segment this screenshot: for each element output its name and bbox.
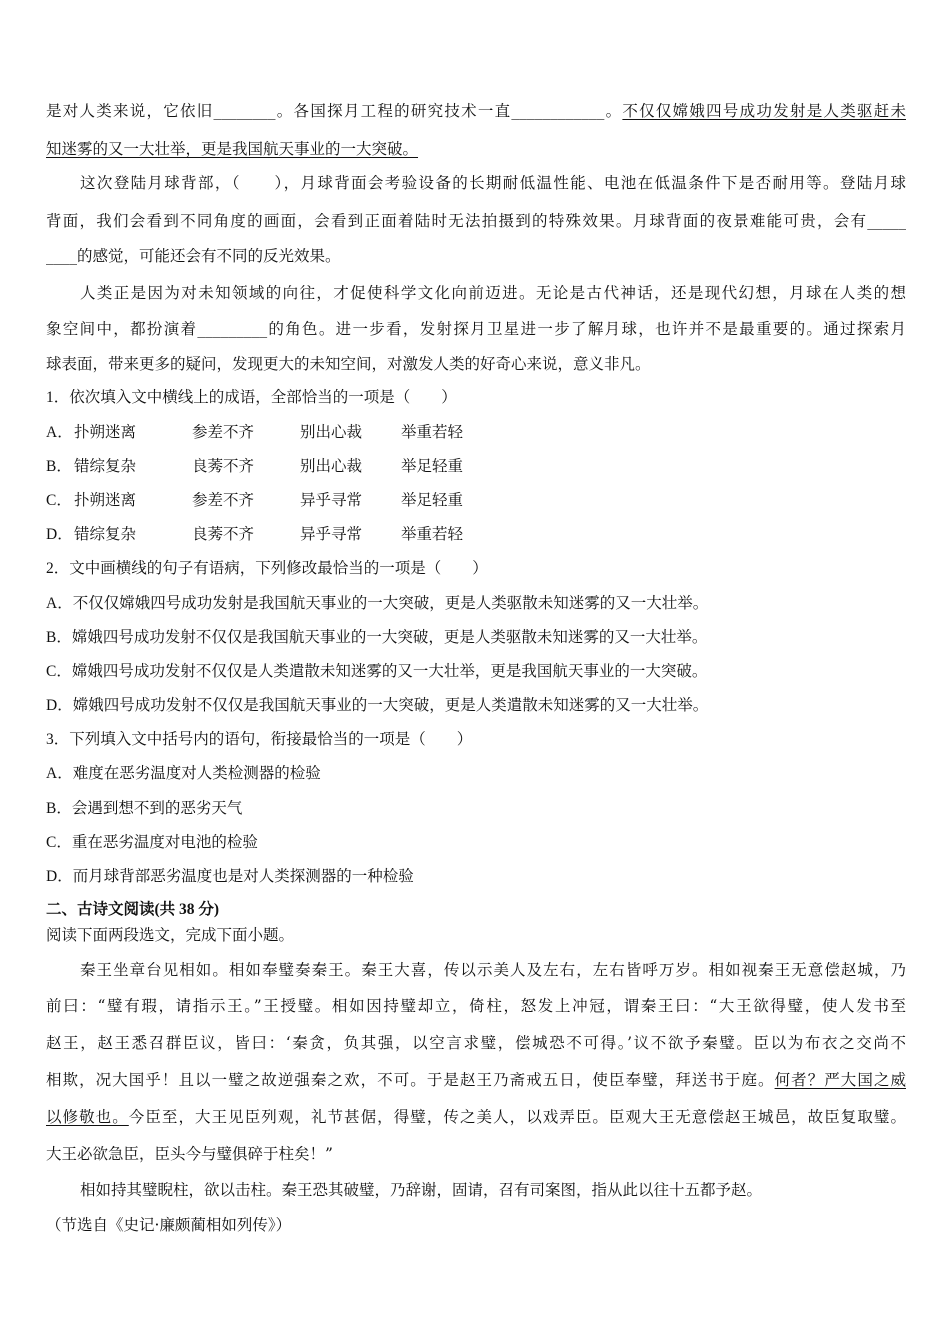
classical-line-6: 大王必欲急臣，臣头今与璧俱碎于柱矣！” (46, 1145, 333, 1163)
section-heading: 二、古诗文阅读(共 38 分) (46, 901, 220, 918)
question-2-stem: 2．文中画横线的句子有语病，下列修改最恰当的一项是（ ） (46, 560, 488, 577)
q1-option-c-word: 参差不齐 (192, 492, 255, 509)
q1-option-d-word: 异乎寻常 (300, 526, 363, 543)
classical-line-1: 秦王坐章台见相如。相如奉璧奏秦王。秦王大喜，传以示美人及左右，左右皆呼万岁。相如视秦王无意偿赵城，乃 (80, 961, 906, 979)
classical-text: 相欺，况大国乎！且以一璧之故逆强秦之欢，不可。于是赵王乃斋戒五日，使臣奉璧，拜送书于庭。 (46, 1071, 775, 1089)
q1-option-b-word: 良莠不齐 (192, 458, 255, 475)
passage-line-3: 这次登陆月球背部，（ ），月球背面会考验设备的长期耐低温性能、电池在低温条件下是否耐用等。登陆月球 (80, 174, 906, 192)
classical-line-3: 赵王，赵王悉召群臣议，皆曰：‘秦贪，负其强，以空言求璧，偿城恐不可得。’议不欲予秦璧。臣以为布衣之交尚不 (46, 1034, 906, 1052)
q3-option-a: A．难度在恶劣温度对人类检测器的检验 (46, 765, 321, 782)
q3-option-c: C．重在恶劣温度对电池的检验 (46, 834, 258, 851)
underlined-sentence: 何者？严大国之威 (774, 1071, 906, 1089)
q2-option-b: B．嫦娥四号成功发射不仅仅是我国航天事业的一大突破，更是人类驱散未知迷雾的又一大壮举。 (46, 629, 708, 646)
passage-text: 是对人类来说，它依旧________。各国探月工程的研究技术一直____________。 (46, 102, 623, 120)
passage-line-6: 人类正是因为对未知领域的向往，才促使科学文化向前迈进。无论是古代神话，还是现代幻想，月球在人类的想 (80, 284, 906, 302)
q1-option-a-word: 扑朔迷离 (74, 424, 137, 441)
classical-line-5 (46, 1106, 906, 1128)
underlined-sentence: 不仅仅嫦娥四号成功发射是人类驱赶未 (622, 102, 906, 120)
q2-option-d: D．嫦娥四号成功发射不仅仅是我国航天事业的一大突破，更是人类遣散未知迷雾的又一大壮举。 (46, 697, 709, 714)
q1-option-a-word: 举重若轻 (401, 424, 464, 441)
q1-option-c-word: 异乎寻常 (300, 492, 363, 509)
q1-option-d-word: 举重若轻 (401, 526, 464, 543)
q1-option-a-word: 参差不齐 (192, 424, 255, 441)
underlined-sentence: 知迷雾的又一大壮举，更是我国航天事业的一大突破。 (46, 140, 419, 158)
passage-line-8: 球表面，带来更多的疑问，发现更大的未知空间，对激发人类的好奇心来说，意义非凡。 (46, 355, 651, 373)
underlined-sentence: 以修敬也。 (46, 1108, 129, 1126)
q1-option-d-word: 良莠不齐 (192, 526, 255, 543)
question-1-stem: 1．依次填入文中横线上的成语，全部恰当的一项是（ ） (46, 389, 457, 406)
q1-option-b-word: 举足轻重 (401, 458, 464, 475)
q1-option-c-word: 扑朔迷离 (74, 492, 137, 509)
q1-option-b-word: 别出心裁 (300, 458, 363, 475)
q1-option-d-word: 错综复杂 (74, 526, 137, 543)
q1-option-a-label: A． (46, 424, 73, 441)
classical-line-7: 相如持其璧睨柱，欲以击柱。秦王恐其破璧，乃辞谢，固请，召有司案图，指从此以往十五都予赵。 (80, 1181, 763, 1199)
classical-line-4 (46, 1069, 906, 1091)
classical-text: 今臣至，大王见臣列观，礼节甚倨，得璧，传之美人，以戏弄臣。臣观大王无意偿赵王城邑，故臣复取璧。 (128, 1108, 906, 1126)
passage-line-1 (46, 100, 906, 122)
q3-option-d: D．而月球背部恶劣温度也是对人类探测器的一种检验 (46, 868, 414, 885)
q1-option-c-label: C． (46, 492, 72, 509)
q2-option-a: A．不仅仅嫦娥四号成功发射是我国航天事业的一大突破，更是人类驱散未知迷雾的又一大壮举。 (46, 595, 709, 612)
q3-option-b: B．会遇到想不到的恶劣天气 (46, 800, 243, 817)
q1-option-b-label: B． (46, 458, 72, 475)
passage-line-7: 象空间中，都扮演着_________的角色。进一步看，发射探月卫星进一步了解月球，也许并不是最重要的。通过探索月 (46, 320, 906, 338)
q1-option-c-word: 举足轻重 (401, 492, 464, 509)
passage-line-5: ____的感觉，可能还会有不同的反光效果。 (46, 247, 341, 265)
q2-option-c: C．嫦娥四号成功发射不仅仅是人类遣散未知迷雾的又一大壮举，更是我国航天事业的一大突破。 (46, 663, 708, 680)
question-3-stem: 3．下列填入文中括号内的语句，衔接最恰当的一项是（ ） (46, 731, 473, 748)
passage-line-2 (46, 138, 906, 160)
source-citation: （节选自《史记·廉颇蔺相如列传》） (46, 1216, 292, 1234)
section-instruction: 阅读下面两段选文，完成下面小题。 (46, 927, 295, 944)
q1-option-d-label: D． (46, 526, 73, 543)
q1-option-a-word: 别出心裁 (300, 424, 363, 441)
passage-line-4: 背面，我们会看到不同角度的画面，会看到正面着陆时无法拍摄到的特殊效果。月球背面的夜景难能可贵，会有_____ (46, 212, 906, 230)
classical-line-2: 前曰：“璧有瑕，请指示王。”王授璧。相如因持璧却立，倚柱，怒发上冲冠，谓秦王曰：“大王欲得璧，使人发书至 (46, 997, 906, 1015)
q1-option-b-word: 错综复杂 (74, 458, 137, 475)
